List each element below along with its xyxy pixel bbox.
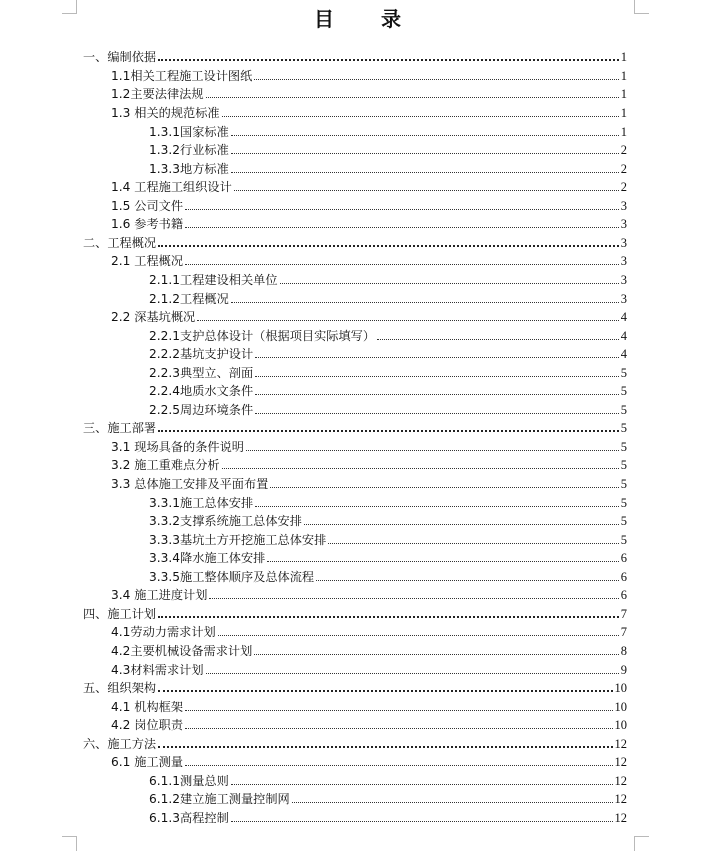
page-corner-mark-bottom-right [634,836,649,851]
toc-entry-label: 1.2主要法律法规 [111,87,204,102]
toc-entry[interactable] [111,473,627,491]
toc-entry-page-number: 1 [620,124,627,139]
toc-entry-page-number: 5 [620,514,627,529]
toc-entry-page-number: 3 [620,272,627,287]
toc-entry-label: 4.3材料需求计划 [111,662,204,677]
toc-entry[interactable] [111,640,627,658]
toc-dot-leader [231,152,619,154]
toc-entry-page-number: 3 [620,291,627,306]
toc-entry[interactable] [111,584,627,602]
toc-entry-page-number: 5 [620,384,627,399]
toc-entry[interactable] [149,769,627,787]
toc-entry[interactable] [149,343,627,361]
toc-entry[interactable] [111,751,627,769]
toc-dot-leader [209,597,618,599]
toc-entry-label: 一、编制依据 [83,50,157,65]
toc-entry[interactable] [149,491,627,509]
toc-dot-leader [222,467,619,469]
toc-entry-label: 6.1.1测量总则 [149,773,229,788]
toc-entry[interactable] [111,83,627,101]
toc-entry-page-number: 8 [620,643,627,658]
toc-entry-page-number: 7 [620,625,627,640]
toc-entry-label: 三、施工部署 [83,421,157,436]
toc-entry-label: 二、工程概况 [83,235,157,250]
toc-dot-leader [222,115,619,117]
toc-title: 目 录 [314,7,421,31]
toc-entry-page-number: 6 [620,588,627,603]
toc-entry-label: 2.2 深基坑概况 [111,310,196,325]
toc-entry-page-number: 5 [620,532,627,547]
toc-dot-leader [231,820,613,822]
toc-entry[interactable] [149,269,627,287]
toc-dot-leader [231,301,619,303]
toc-entry-label: 1.4 工程施工组织设计 [111,180,232,195]
toc-entry[interactable] [83,46,627,64]
toc-entry[interactable] [149,380,627,398]
toc-entry[interactable] [149,361,627,379]
toc-entry-label: 1.1相关工程施工设计图纸 [111,68,253,83]
toc-dot-leader [185,764,612,766]
toc-dot-leader [255,412,619,414]
toc-entry-label: 1.3.1国家标准 [149,124,229,139]
toc-entry[interactable] [111,714,627,732]
toc-entry-label: 4.1劳动力需求计划 [111,625,216,640]
toc-entry[interactable] [149,528,627,546]
toc-entry-page-number: 10 [614,718,627,733]
toc-dot-leader [158,615,619,618]
toc-entry-label: 2.1.1工程建设相关单位 [149,272,278,287]
toc-entry-page-number: 10 [614,681,627,696]
toc-entry[interactable] [149,807,627,825]
toc-dot-leader [197,319,619,321]
toc-entry[interactable] [149,287,627,305]
toc-entry[interactable] [149,398,627,416]
toc-entry[interactable] [83,417,627,435]
toc-entry-label: 1.3.2行业标准 [149,143,229,158]
toc-entry-page-number: 6 [620,569,627,584]
toc-dot-leader [231,134,619,136]
toc-entry-label: 1.6 参考书籍 [111,217,184,232]
toc-dot-leader [267,560,618,562]
toc-entry[interactable] [149,547,627,565]
toc-entry-page-number: 5 [620,458,627,473]
toc-dot-leader [255,375,619,377]
toc-dot-leader [206,96,619,98]
toc-entry-page-number: 1 [620,50,627,65]
toc-entry-page-number: 10 [614,699,627,714]
toc-dot-leader [270,486,618,488]
toc-entry-label: 1.3.3地方标准 [149,161,229,176]
toc-entry-page-number: 1 [620,106,627,121]
toc-entry-page-number: 2 [620,143,627,158]
toc-entry-label: 2.1.2工程概况 [149,291,229,306]
toc-entry[interactable] [111,621,627,639]
toc-entry-page-number: 3 [620,254,627,269]
toc-entry-page-number: 7 [620,606,627,621]
toc-entry-page-number: 5 [620,495,627,510]
toc-entry-page-number: 5 [620,402,627,417]
toc-dot-leader [255,393,619,395]
toc-entry-page-number: 2 [620,180,627,195]
toc-entry-page-number: 3 [620,217,627,232]
toc-dot-leader [158,689,612,692]
toc-dot-leader [158,58,619,61]
toc-entry-page-number: 5 [620,439,627,454]
toc-entry[interactable] [111,454,627,472]
toc-entry-label: 4.2主要机械设备需求计划 [111,643,253,658]
toc-dot-leader [185,208,619,210]
toc-dot-leader [292,801,613,803]
toc-entry[interactable] [111,65,627,83]
toc-entry-label: 3.4 施工进度计划 [111,588,208,603]
toc-entry[interactable] [111,695,627,713]
toc-entry-label: 五、组织架构 [83,681,157,696]
toc-entry-label: 2.2.3典型立、剖面 [149,365,254,380]
toc-entry-page-number: 5 [620,421,627,436]
toc-entry[interactable] [149,139,627,157]
toc-entry-page-number: 5 [620,365,627,380]
toc-entry[interactable] [149,120,627,138]
toc-entry[interactable] [149,157,627,175]
toc-dot-leader [280,282,619,284]
toc-entry[interactable] [149,565,627,583]
toc-dot-leader [206,672,619,674]
toc-entry-label: 4.1 机构框架 [111,699,184,714]
toc-entry[interactable] [111,102,627,120]
toc-entry-page-number: 12 [614,792,627,807]
toc-entry[interactable] [111,250,627,268]
toc-dot-leader [218,634,619,636]
toc-entry-page-number: 12 [614,755,627,770]
toc-entry-label: 3.1 现场具备的条件说明 [111,439,244,454]
toc-entry-label: 3.3.2支撑系统施工总体安排 [149,514,302,529]
toc-dot-leader [158,745,612,748]
toc-entry-page-number: 4 [620,347,627,362]
toc-dot-leader [304,523,619,525]
toc-entry-label: 3.2 施工重难点分析 [111,458,220,473]
toc-entry-label: 6.1 施工测量 [111,755,184,770]
toc-entry[interactable] [149,324,627,342]
toc-entry-label: 6.1.2建立施工测量控制网 [149,792,290,807]
toc-dot-leader [185,263,619,265]
toc-dot-leader [231,783,613,785]
toc-entry-label: 2.2.5周边环境条件 [149,402,254,417]
toc-dot-leader [328,542,618,544]
toc-entry-page-number: 12 [614,736,627,751]
toc-entry[interactable] [149,788,627,806]
toc-dot-leader [185,709,612,711]
toc-entry[interactable] [111,213,627,231]
toc-entry-page-number: 12 [614,773,627,788]
toc-entry-label: 1.3 相关的规范标准 [111,106,220,121]
toc-entry[interactable] [111,436,627,454]
toc-entry-label: 6.1.3高程控制 [149,810,229,825]
toc-dot-leader [255,356,619,358]
toc-entry-label: 2.1 工程概况 [111,254,184,269]
toc-dot-leader [158,244,619,247]
toc-entry[interactable] [111,194,627,212]
toc-entry-label: 3.3.1施工总体安排 [149,495,254,510]
toc-entry[interactable] [111,306,627,324]
toc-entry[interactable] [83,677,627,695]
toc-entry-label: 四、施工计划 [83,606,157,621]
toc-entry-page-number: 4 [620,310,627,325]
toc-dot-leader [254,653,618,655]
toc-entry[interactable] [83,232,627,250]
toc-dot-leader [158,429,619,432]
toc-dot-leader [231,171,619,173]
toc-entry-label: 3.3.3基坑土方开挖施工总体安排 [149,532,327,547]
toc-dot-leader [377,338,619,340]
toc-entry-label: 2.2.4地质水文条件 [149,384,254,399]
toc-entry-page-number: 3 [620,235,627,250]
toc-entry[interactable] [111,658,627,676]
toc-entry-page-number: 3 [620,198,627,213]
toc-entry[interactable] [83,732,627,750]
toc-dot-leader [185,226,619,228]
toc-entry-label: 4.2 岗位职责 [111,718,184,733]
toc-dot-leader [316,579,619,581]
toc-dot-leader [246,449,619,451]
toc-entry-page-number: 6 [620,551,627,566]
toc-entry-label: 3.3.4降水施工体安排 [149,551,266,566]
toc-entry-page-number: 1 [620,87,627,102]
toc-dot-leader [255,505,619,507]
toc-entry[interactable] [83,603,627,621]
toc-dot-leader [254,78,618,80]
toc-entry-page-number: 2 [620,161,627,176]
toc-entry-label: 2.2.2基坑支护设计 [149,347,254,362]
toc-entry-page-number: 9 [620,662,627,677]
toc-entry-page-number: 5 [620,477,627,492]
toc-entry-label: 1.5 公司文件 [111,198,184,213]
toc-entry-page-number: 12 [614,810,627,825]
toc-dot-leader [185,727,612,729]
toc-entry-label: 3.3.5施工整体顺序及总体流程 [149,569,315,584]
toc-entry-page-number: 4 [620,328,627,343]
toc-entry-label: 2.2.1支护总体设计（根据项目实际填写） [149,328,376,343]
toc-entry-label: 3.3 总体施工安排及平面布置 [111,477,269,492]
toc-dot-leader [234,189,619,191]
toc-entry-label: 六、施工方法 [83,736,157,751]
toc-entry-page-number: 1 [620,68,627,83]
toc-entry[interactable] [149,510,627,528]
toc-entry[interactable] [111,176,627,194]
page-corner-mark-bottom-left [62,836,77,851]
